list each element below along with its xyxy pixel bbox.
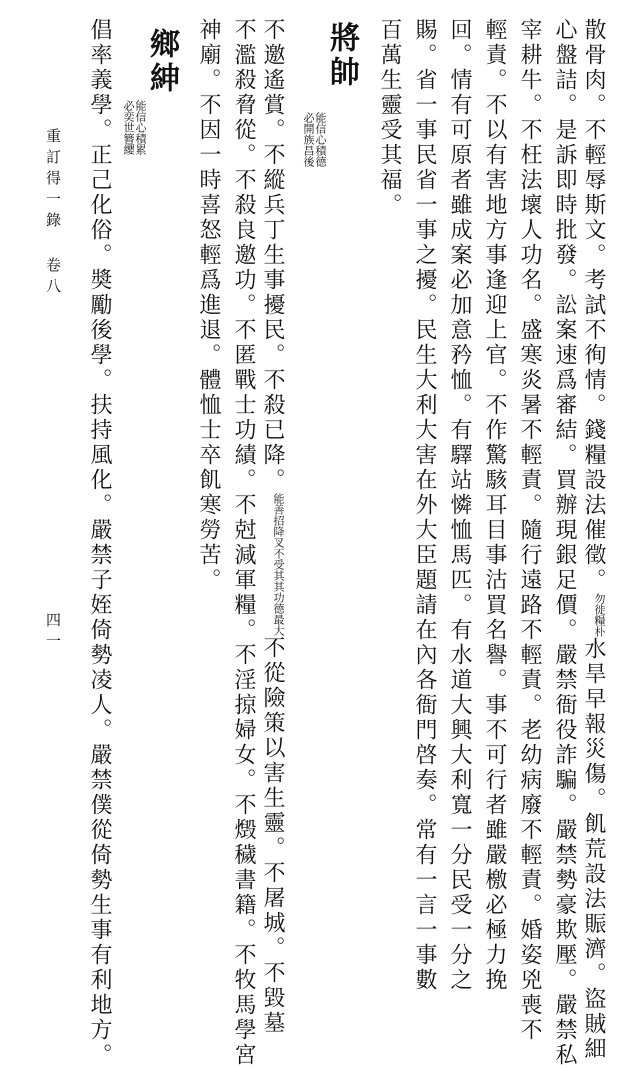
column-text: 輕責。不以有害地方事逢迎上官。不作驚駭耳目事沽買名譽。事不可行者雖嚴檄必極力挽	[482, 18, 507, 993]
column-text: 心盤詰。是訴即時批發。訟案速爲審結。買辦現銀足價。嚴禁衙役詐騙。嚴禁勢豪欺壓。嚴禁私	[552, 18, 577, 1068]
column-text: 不從險策以害生靈。不屠城。不毀墓	[260, 636, 285, 1036]
text-column-4	[483, 18, 505, 993]
text-column-6	[413, 18, 435, 993]
column-text: 回。情有可原者雖成案必加意矜恤。有驛站憐恤馬匹。有水道大興大利寬一分民受一分之	[447, 18, 472, 993]
column-text: 散骨肉。不輕辱斯文。考試不徇情。錢糧設法催徵。	[581, 18, 606, 593]
column-text: 賜。省一事民省一事之擾。民生大利大害在外大臣題請在內各衙門啓奏。常有一言一事數	[412, 18, 437, 993]
column-text: 百萬生靈受其福。	[377, 18, 402, 218]
heading-general-note-a: 能信心積德	[314, 112, 327, 167]
column-text: 倡率義學。正己化俗。奬勵後學。扶持風化。嚴禁子姪倚勢凌人。嚴禁僕從倚勢生事有利地方。	[87, 18, 112, 1068]
column-text: 不邀遙賞。不縱兵丁生事擾民。不殺已降。	[260, 18, 285, 493]
heading-general-note-b: 必開族昌後	[302, 112, 315, 167]
text-column-9	[232, 18, 254, 1068]
text-column-3	[518, 18, 540, 1043]
text-column-5	[448, 18, 470, 993]
text-column-2	[553, 18, 575, 1068]
inline-note	[267, 493, 289, 636]
text-column-8	[261, 18, 289, 1036]
note-line: 其其功德最大	[272, 570, 285, 636]
heading-gentry-note-b: 必奕世簪纓	[122, 100, 135, 155]
note-line: 勿徙	[593, 593, 606, 615]
text-column-1	[582, 18, 610, 1062]
page-title: 重訂得一錄 卷八	[44, 128, 62, 299]
inline-note	[588, 593, 610, 637]
column-text: 不濫殺脅從。不殺良邀功。不匿戰士功績。不尅減軍糧。不淫掠婦女。不燬穢書籍。不牧馬學宮	[231, 18, 256, 1068]
column-text: 神廟。不因一時喜怒輕爲進退。體恤士卒飢寒勞苦。	[196, 18, 221, 593]
column-text: 宰耕牛。不枉法壞人功名。盛寒炎暑不輕責。隨行遠路不輕責。老幼病廢不輕責。婚姿兇喪不	[517, 18, 542, 1043]
note-line: 能善招降叉不受	[272, 493, 285, 570]
heading-gentry: 鄉紳	[144, 28, 179, 96]
text-column-11	[88, 18, 110, 1068]
text-column-10	[197, 18, 219, 593]
note-line: 糧朴	[593, 615, 606, 637]
page-number: 四一	[44, 612, 62, 654]
heading-general: 將帥	[324, 22, 359, 90]
heading-gentry-note-a: 能信心積累	[134, 100, 147, 155]
column-text: 水旱早報災傷。飢荒設法賑濟。盜賊細	[581, 637, 606, 1062]
text-column-7	[378, 18, 400, 218]
